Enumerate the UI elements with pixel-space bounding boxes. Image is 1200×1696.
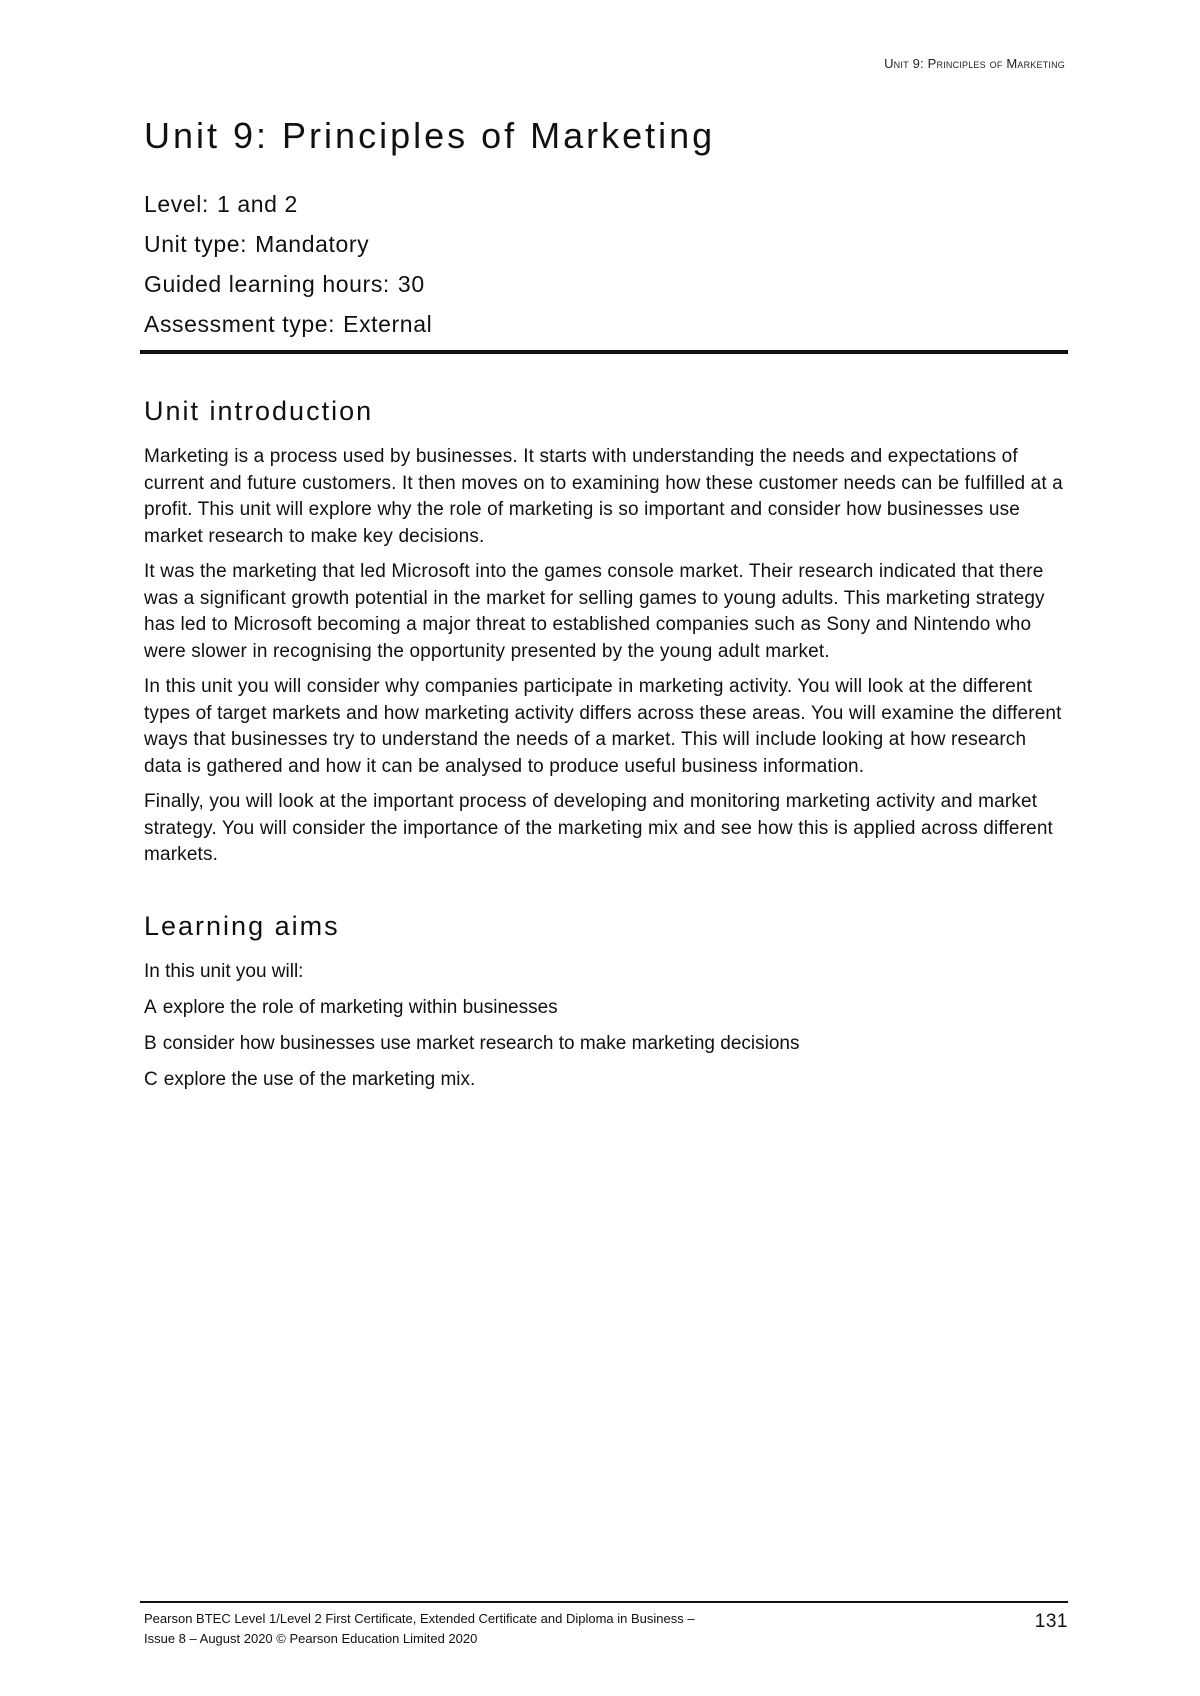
unit-meta-list [144, 184, 1068, 344]
meta-value: 30 [397, 271, 425, 297]
intro-paragraph: In this unit you will consider why companies participate in marketing activity. You will look at the different types of target markets and how marketing activity differs across these areas. You will examine the different ways that businesses try to understand the needs of a market. This will include looking at how research data is gathered and how it can be analysed to produce useful business information. [144, 676, 1062, 777]
meta-value: 1 and 2 [216, 191, 298, 217]
title-divider [140, 350, 1068, 354]
meta-unit-type [144, 224, 1068, 264]
aim-text: explore the use of the marketing mix. [163, 1068, 476, 1090]
intro-paragraph: Finally, you will look at the important process of developing and monitoring marketing activity and market strategy. You will consider the importance of the marketing mix and see how this is applied across different markets. [144, 791, 1053, 865]
meta-label: Unit type: [144, 231, 248, 257]
meta-label: Assessment type: [144, 311, 336, 337]
learning-aim-item [144, 995, 1068, 1021]
running-header: Unit 9: Principles of Marketing [884, 56, 1065, 71]
footer-line: Issue 8 – August 2020 © Pearson Education Limited 2020 [144, 1631, 478, 1646]
page-footer [144, 1609, 1068, 1649]
meta-level [144, 184, 1068, 224]
aim-letter: A [144, 996, 157, 1018]
footer-text [144, 1609, 904, 1649]
aim-text: consider how businesses use market research to make marketing decisions [162, 1032, 800, 1054]
aim-letter: C [144, 1068, 158, 1090]
intro-paragraph: Marketing is a process used by businesses. It starts with understanding the needs and expectations of current and future customers. It then moves on to examining how these customer needs can be fulfilled at a profit. This unit will explore why the role of marketing is so important and consider how businesses use market research to make key decisions. [144, 446, 1063, 547]
learning-aims-intro: In this unit you will: [144, 960, 304, 982]
aim-text: explore the role of marketing within businesses [162, 996, 558, 1018]
intro-paragraph: It was the marketing that led Microsoft into the games console market. Their research indicated that there was a significant growth potential in the market for selling games to young adults. This marketing strategy has led to Microsoft becoming a major threat to established companies such as Sony and Nintendo who were slower in recognising the opportunity presented by the young adult market. [144, 561, 1045, 662]
learning-aim-item [144, 1067, 1068, 1093]
page-number: 131 [1034, 1611, 1068, 1632]
page-title: Unit 9: Principles of Marketing [144, 115, 716, 156]
meta-label: Guided learning hours: [144, 271, 390, 297]
meta-assessment-type [144, 304, 1068, 344]
aim-letter: B [144, 1032, 157, 1054]
meta-guided-learning-hours [144, 264, 1068, 304]
section-heading-introduction: Unit introduction [144, 396, 374, 426]
meta-value: Mandatory [255, 231, 370, 257]
meta-value: External [343, 311, 433, 337]
learning-aim-item [144, 1031, 1068, 1057]
section-heading-learning-aims: Learning aims [144, 910, 340, 941]
meta-label: Level: [144, 191, 209, 217]
footer-line: Pearson BTEC Level 1/Level 2 First Certificate, Extended Certificate and Diploma in Business – [144, 1611, 695, 1626]
page-content [144, 112, 1068, 1103]
footer-divider [140, 1601, 1068, 1603]
